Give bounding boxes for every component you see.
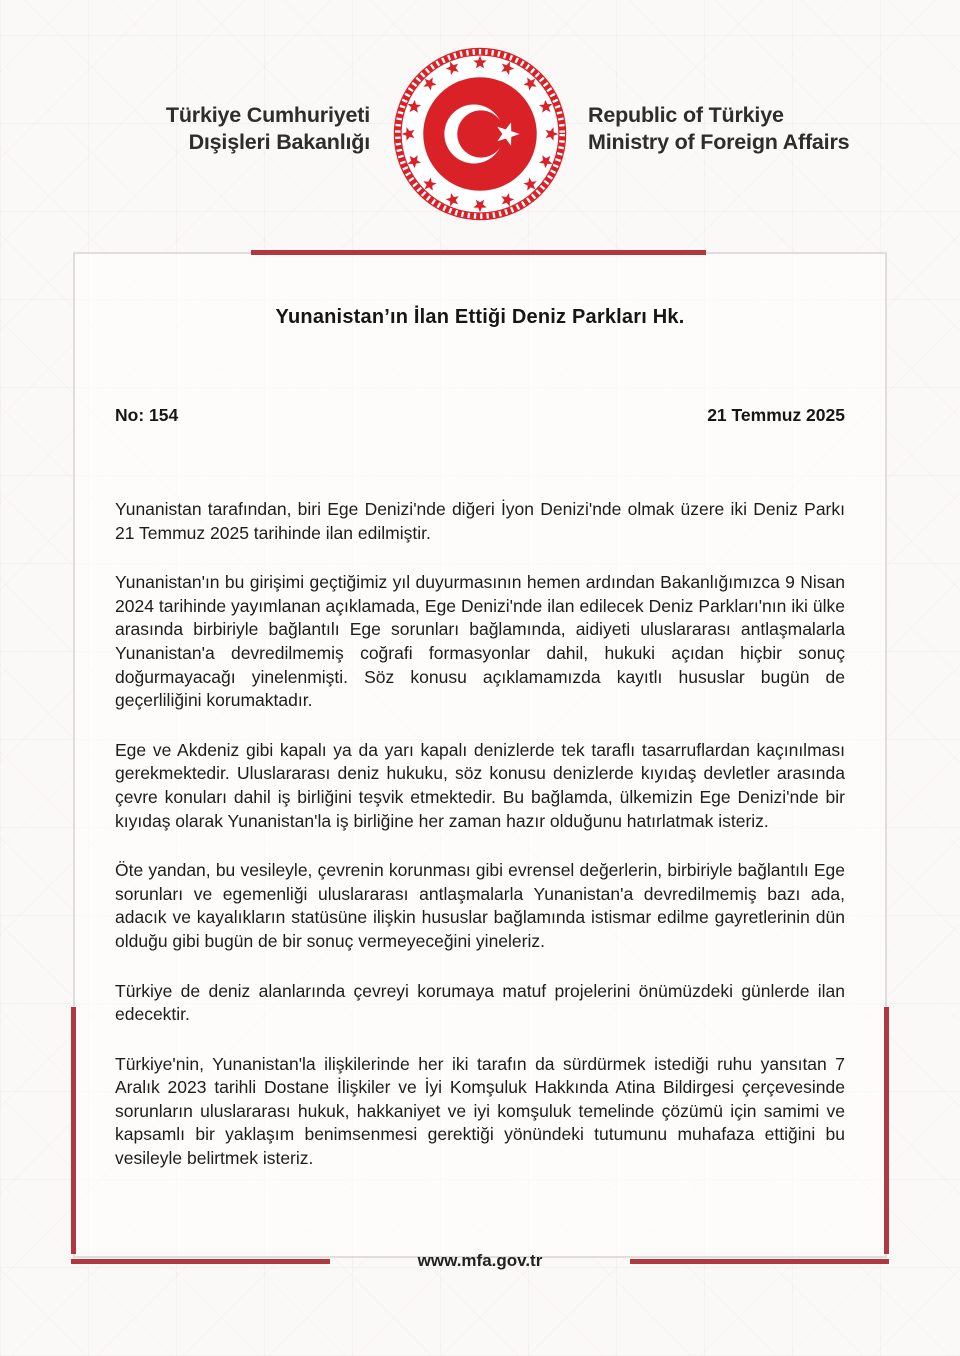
footer-website-url: www.mfa.gov.tr bbox=[417, 1251, 543, 1270]
body-paragraph: Türkiye de deniz alanlarında çevreyi korumaya matuf projelerini önümüzdeki günlerde ilan edecektir. bbox=[115, 980, 845, 1025]
body-paragraph: Ege ve Akdeniz gibi kapalı ya da yarı kapalı denizlerde tek taraflı tasarruflardan kaçınılması gerekmektedir. Uluslararası deniz hukuku, söz konusu denizlerde kıyıdaş devletler arasında çevre konuları dahil iş birliğini teşvik etmektedir. Bu bağlamda, ülkemizin Ege Denizi'nde bir kıyıdaş olarak Yunanistan'la iş birliğine her zaman hazır olduğunu hatırlatmak isteriz. bbox=[115, 739, 845, 831]
page-title: Yunanistan’ın İlan Ettiği Deniz Parkları Hk. bbox=[275, 306, 685, 328]
footer bbox=[71, 1251, 889, 1271]
ministry-name-english-line1: Republic of Türkiye bbox=[588, 103, 784, 127]
release-meta bbox=[115, 405, 845, 426]
ministry-name-turkish-line2: Dışişleri Bakanlığı bbox=[188, 130, 370, 154]
ministry-name-english bbox=[588, 102, 888, 156]
body-paragraph: Türkiye'nin, Yunanistan'la ilişkilerinde her iki tarafın da sürdürmek istediği ruhu yansıtan 7 Aralık 2023 tarihli Dostane İlişkiler ve İyi Komşuluk Hakkında Atina Bildirgesi çerçevesinde sorunların uluslararası hukuk, hakkaniyet ve iyi komşuluk temelinde çözümü için samimi ve kapsamlı bir yaklaşım benimsenmesi gerektiği yönündeki tutumunu muhafaza ettiğini bu vesileyle belirtmek isteriz. bbox=[115, 1053, 845, 1169]
body-paragraph: Yunanistan'ın bu girişimi geçtiğimiz yıl duyurmasının hemen ardından Bakanlığımızca 9 Nisan 2024 tarihinde yayımlanan açıklamada, Ege Denizi'nde ilan edilecek Deniz Parkları'nın iki ülke arasında birbiriyle bağlantılı Ege sorunları bağlamında, aidiyeti uluslararası antlaşmalarla Yunanistan'a devredilmemiş coğrafi formasyonlar dahil, hukuki açıdan hiçbir sonuç doğurmayacağı yinelenmişti. Söz konusu açıklamamızda kayıtlı hususlar bugün de geçerliliğini korumaktadır. bbox=[115, 572, 845, 711]
turkiye-mfa-seal-icon bbox=[392, 46, 568, 222]
bottom-red-frame bbox=[71, 1007, 889, 1254]
ministry-name-turkish bbox=[118, 102, 370, 156]
release-date: 21 Temmuz 2025 bbox=[707, 405, 845, 425]
footer-rule-left bbox=[71, 1259, 330, 1264]
body-paragraph: Öte yandan, bu vesileyle, çevrenin korunması gibi evrensel değerlerin, birbiriyle bağlantılı Ege sorunları ve egemenliği uluslararası antlaşmalarla Yunanistan'a devredilmemiş bazı ada, adacık ve kayalıkların statüsüne ilişkin hususlar bağlamında istismar edilme gayretlerinin dün olduğu gibi bugün de bir sonuç vermeyeceğini yineleriz. bbox=[115, 860, 845, 951]
footer-rule-right bbox=[630, 1259, 889, 1264]
top-red-rule bbox=[251, 250, 706, 255]
ministry-name-english-line2: Ministry of Foreign Affairs bbox=[588, 130, 850, 154]
release-number: No: 154 bbox=[115, 405, 179, 425]
ministry-name-turkish-line1: Türkiye Cumhuriyeti bbox=[165, 103, 370, 127]
body-paragraph: Yunanistan tarafından, biri Ege Denizi'nde diğeri İyon Denizi'nde olmak üzere iki Deniz Parkı 21 Temmuz 2025 tarihinde ilan edilmiştir. bbox=[115, 499, 845, 543]
